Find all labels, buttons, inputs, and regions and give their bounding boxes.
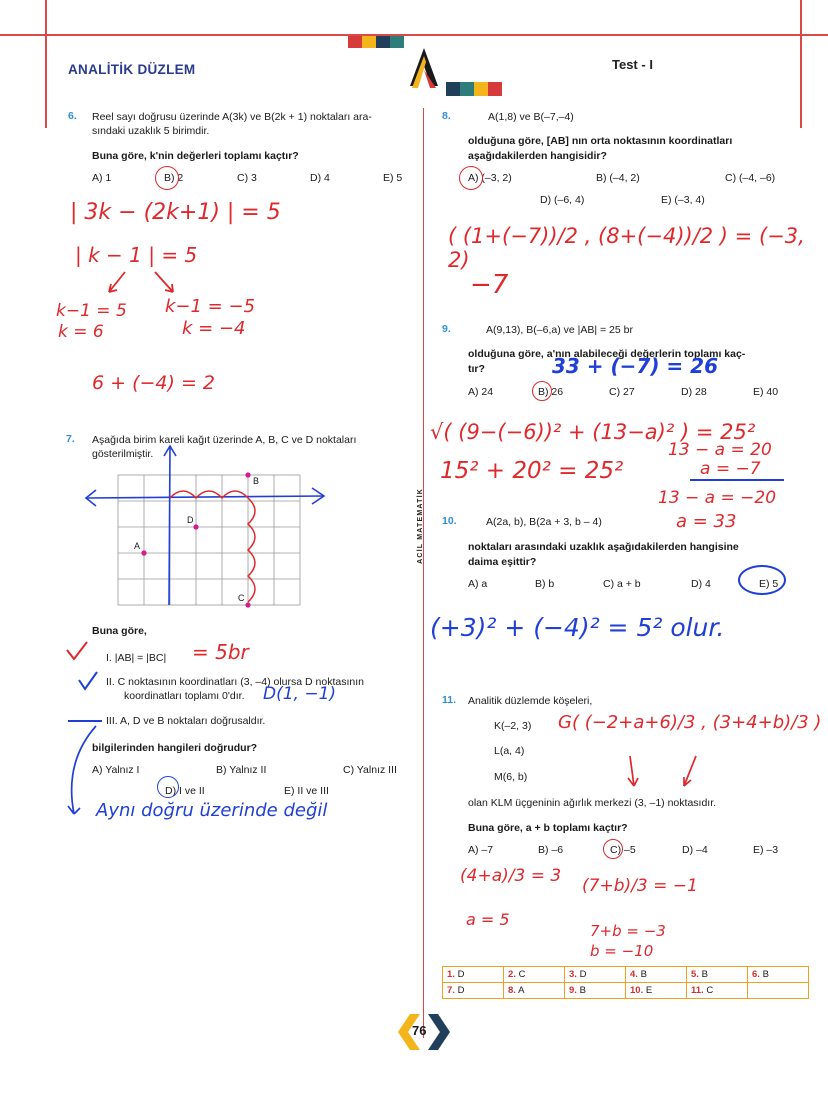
q7-grid-figure (80, 440, 330, 615)
answer-key-cell: 2. C (504, 967, 565, 983)
q11-work-6: b = −10 (590, 942, 654, 960)
side-brand: ACİL MATEMATİK (417, 488, 424, 564)
q7-option-b[interactable]: B) Yalnız II (216, 764, 267, 776)
q10-answer-circle (738, 565, 786, 595)
q6-option-d[interactable]: D) 4 (310, 172, 330, 184)
q11-vertex-k: K(–2, 3) (494, 720, 532, 732)
q7-statement-2b: koordinatları toplamı 0'dır. (124, 690, 245, 702)
q10-text: A(2a, b), B(2a + 3, b – 4) (486, 516, 602, 528)
q10-option-b[interactable]: B) b (535, 578, 555, 590)
q8-option-b[interactable]: B) (–4, 2) (596, 172, 640, 184)
q9-option-d[interactable]: D) 28 (681, 386, 707, 398)
column-divider (423, 108, 424, 1038)
q6-text-2: sındaki uzaklık 5 birimdir. (92, 125, 210, 137)
answer-key-cell: 7. D (443, 983, 504, 999)
answer-key-cell: 8. A (504, 983, 565, 999)
q8-question-2: aşağıdakilerden hangisidir? (468, 150, 607, 162)
q6-work-4: k = 6 (58, 322, 104, 342)
q7-check-2-icon (76, 670, 100, 692)
q9-work-5: a = −7 (700, 459, 761, 479)
q9-option-b[interactable]: B) 26 (538, 386, 564, 398)
q9-work-4: 13 − a = 20 (668, 440, 772, 460)
q6-option-a[interactable]: A) 1 (92, 172, 112, 184)
q11-answer-circle (603, 839, 623, 859)
q11-number: 11. (442, 694, 457, 706)
q7-point-a-label: A (134, 541, 141, 551)
answer-key-cell (748, 983, 809, 999)
answer-key-table (442, 966, 809, 999)
q7-statement-2a: II. C noktasının koordinatları (3, –4) olursa D noktasının (106, 676, 364, 688)
q7-text-2: gösterilmiştir. (92, 448, 154, 460)
q11-option-a[interactable]: A) –7 (468, 844, 494, 856)
q10-question-2: daima eşittir? (468, 556, 537, 568)
q10-question-1: noktaları arasındaki uzaklık aşağıdakilerden hangisine (468, 541, 739, 553)
q11-work-2: (4+a)/3 = 3 (460, 866, 562, 886)
q7-question: bilgilerinden hangileri doğrudur? (92, 742, 258, 754)
q7-answer-circle (157, 776, 179, 798)
q9-underline (690, 479, 784, 481)
q10-option-c[interactable]: C) a + b (603, 578, 641, 590)
q6-number: 6. (68, 110, 77, 122)
q6-option-c[interactable]: C) 3 (237, 172, 257, 184)
q8-text: A(1,8) ve B(–7,–4) (488, 111, 574, 123)
q10-option-a[interactable]: A) a (468, 578, 488, 590)
q11-option-d[interactable]: D) –4 (682, 844, 708, 856)
q7-lead: Buna göre, (92, 625, 147, 637)
q10-work-1: (+3)² + (−4)² = 5² olur. (430, 613, 725, 642)
q7-check-1-icon (64, 640, 90, 662)
q8-option-e[interactable]: E) (–3, 4) (661, 194, 705, 206)
q9-option-a[interactable]: A) 24 (468, 386, 494, 398)
q9-text: A(9,13), B(–6,a) ve |AB| = 25 br (486, 324, 633, 336)
frame-right-line (800, 0, 802, 128)
answer-key-cell: 4. B (626, 967, 687, 983)
q7-work-2: D(1, −1) (263, 684, 337, 704)
q7-point-b-label: B (253, 476, 260, 486)
page-title: ANALİTİK DÜZLEM (68, 62, 196, 77)
q7-work-3: Aynı doğru üzerinde değil (96, 800, 328, 821)
q8-option-c[interactable]: C) (–4, –6) (725, 172, 776, 184)
q9-option-e[interactable]: E) 40 (753, 386, 779, 398)
q7-point-c-label: C (238, 593, 245, 603)
q11-text-2: olan KLM üçgeninin ağırlık merkezi (3, –1) noktasıdır. (468, 797, 717, 809)
q9-option-c[interactable]: C) 27 (609, 386, 635, 398)
answer-key-cell: 6. B (748, 967, 809, 983)
answer-key-cell: 9. B (565, 983, 626, 999)
q9-question-2: tır? (468, 363, 485, 375)
q6-work-1: | 3k − (2k+1) | = 5 (70, 200, 281, 225)
q8-work-2: −7 (470, 270, 509, 300)
q9-answer-circle (532, 381, 552, 401)
q9-work-2: √( (9−(−6))² + (13−a)² ) = 25² (430, 420, 756, 444)
q10-option-e[interactable]: E) 5 (759, 578, 779, 590)
q8-work-1: ( (1+(−7))/2 , (8+(−4))/2 ) = (−3, 2) (448, 224, 805, 272)
page-number: 76 (412, 1023, 427, 1038)
q8-answer-circle (459, 166, 483, 190)
q11-work-5: 7+b = −3 (590, 922, 666, 940)
answer-key-cell: 5. B (687, 967, 748, 983)
q9-question-1: olduğuna göre, a'nın alabileceği değerlerin toplamı kaç- (468, 348, 746, 360)
q11-question: Buna göre, a + b toplamı kaçtır? (468, 822, 628, 834)
q8-option-d[interactable]: D) (–6, 4) (540, 194, 585, 206)
q9-work-7: a = 33 (676, 511, 737, 532)
q8-number: 8. (442, 110, 451, 122)
q6-question: Buna göre, k'nin değerleri toplamı kaçtır? (92, 150, 299, 162)
q9-work-3: 15² + 20² = 25² (440, 458, 624, 484)
q7-point-d-label: D (187, 515, 194, 525)
q9-work-6: 13 − a = −20 (658, 488, 777, 508)
q6-work-7: 6 + (−4) = 2 (92, 372, 216, 394)
q6-work-5: k−1 = −5 (165, 296, 256, 317)
answer-key-cell: 11. C (687, 983, 748, 999)
q9-number: 9. (442, 323, 451, 335)
answer-key-cell: 10. E (626, 983, 687, 999)
q6-option-b[interactable]: B) 2 (164, 172, 184, 184)
q7-statement-1: I. |AB| = |BC| (106, 652, 167, 664)
brand-logo-icon (348, 34, 508, 100)
q6-answer-circle (155, 166, 179, 190)
q7-bracket-arrow-icon (60, 722, 100, 822)
test-title: Test - I (612, 57, 653, 72)
q11-work-1: G( (−2+a+6)/3 , (3+4+b)/3 ) (558, 712, 822, 733)
q11-vertex-l: L(a, 4) (494, 745, 525, 757)
q6-work-2: | k − 1 | = 5 (75, 243, 198, 267)
q11-text-1: Analitik düzlemde köşeleri, (468, 695, 593, 707)
q11-arrows-icon (600, 752, 710, 792)
answer-key-cell: 3. D (565, 967, 626, 983)
q9-work-1: 33 + (−7) = 26 (552, 354, 718, 378)
q11-option-c[interactable]: C) –5 (610, 844, 636, 856)
q10-number: 10. (442, 515, 457, 527)
q7-work-1: = 5br (192, 640, 249, 664)
q7-statement-3: III. A, D ve B noktaları doğrusaldır. (106, 715, 266, 727)
q6-text-1: Reel sayı doğrusu üzerinde A(3k) ve B(2k + 1) noktaları ara- (92, 111, 372, 123)
q7-option-e[interactable]: E) II ve III (284, 785, 329, 797)
answer-key-row (443, 983, 809, 999)
q11-work-3: a = 5 (466, 910, 510, 929)
q6-option-e[interactable]: E) 5 (383, 172, 403, 184)
frame-left-line (45, 0, 47, 128)
q7-text-1: Aşağıda birim kareli kağıt üzerinde A, B, C ve D noktaları (92, 434, 357, 446)
q10-option-d[interactable]: D) 4 (691, 578, 711, 590)
q8-question-1: olduğuna göre, [AB] nın orta noktasının koordinatları (468, 135, 733, 147)
answer-key-row (443, 967, 809, 983)
q11-work-4: (7+b)/3 = −1 (582, 876, 698, 896)
q8-option-a[interactable]: A) (–3, 2) (468, 172, 512, 184)
q7-option-c[interactable]: C) Yalnız III (343, 764, 397, 776)
q7-option-a[interactable]: A) Yalnız I (92, 764, 140, 776)
q11-option-b[interactable]: B) –6 (538, 844, 564, 856)
q11-vertex-m: M(6, b) (494, 771, 528, 783)
q7-option-d[interactable]: D) I ve II (165, 785, 205, 797)
q7-number: 7. (66, 433, 75, 445)
q6-work-6: k = −4 (182, 318, 246, 339)
answer-key-cell: 1. D (443, 967, 504, 983)
q11-option-e[interactable]: E) –3 (753, 844, 779, 856)
q6-arrows-icon (95, 268, 195, 298)
q6-work-3: k−1 = 5 (56, 301, 127, 321)
